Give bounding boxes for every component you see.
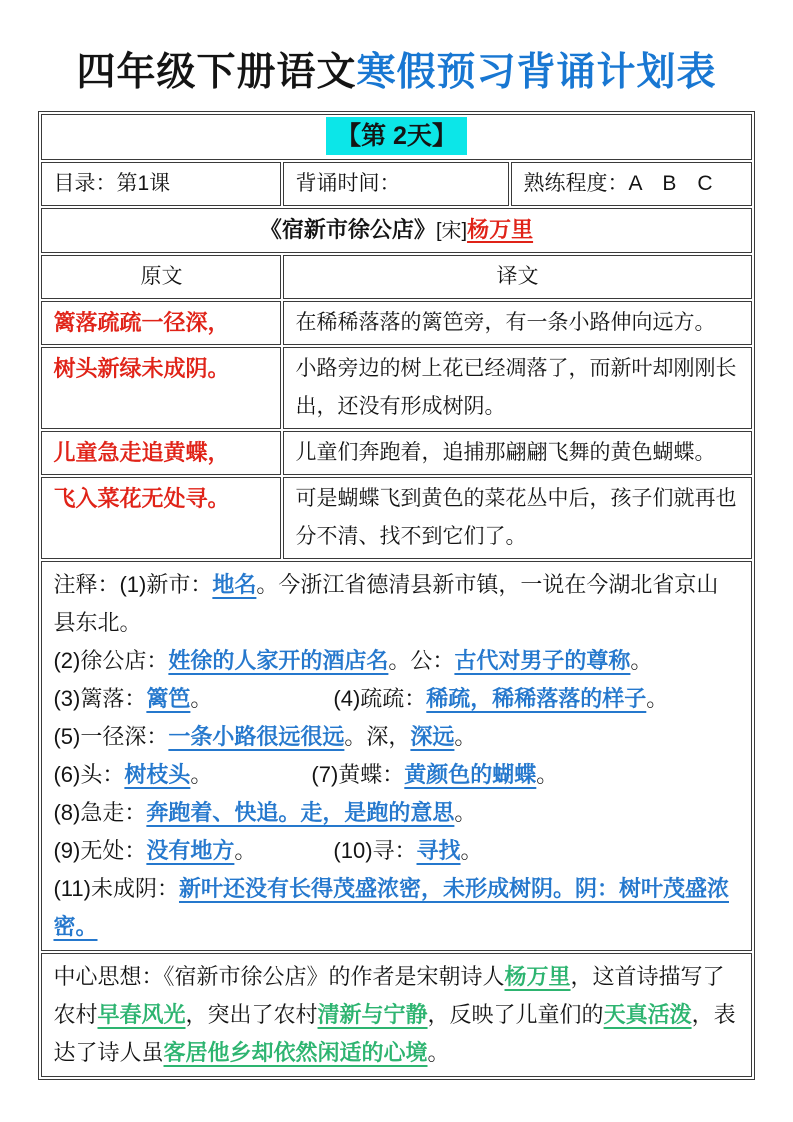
- notes-cell: [41, 561, 751, 951]
- text-segment: (5)一径深：: [53, 723, 169, 749]
- poem-author: 杨万里: [467, 216, 534, 242]
- text-segment: 古代对男子的尊称: [454, 647, 631, 673]
- text-segment: 。: [536, 761, 559, 787]
- title-grade-part: 四年级下册语文: [76, 51, 357, 94]
- text-segment: 。今浙江省德清县新市镇，一说在今湖北省京山县东北。: [53, 571, 719, 635]
- text-line: [53, 566, 739, 642]
- info-row: [41, 162, 751, 206]
- original-cell: 儿童急走追黄蝶，: [41, 431, 281, 475]
- text-line: [53, 680, 739, 718]
- translation-cell: 儿童们奔跑着，追捕那翩翩飞舞的黄色蝴蝶。: [283, 431, 751, 475]
- column-header-row: [41, 255, 751, 299]
- text-line: [53, 958, 739, 1072]
- catalog-cell: 目录：第1课: [41, 162, 281, 206]
- page-title: [0, 0, 793, 97]
- title-plan-part: 寒假预习背诵计划表: [356, 51, 717, 94]
- text-segment: 。: [454, 723, 477, 749]
- study-plan-table: [38, 111, 754, 1080]
- text-segment: (8)急走：: [53, 799, 147, 825]
- original-cell: 飞入菜花无处寻。: [41, 477, 281, 559]
- text-segment: 地名: [212, 571, 257, 597]
- text-segment: 篱笆: [146, 685, 191, 711]
- text-line: [53, 870, 739, 946]
- translation-cell: 可是蝴蝶飞到黄色的菜花丛中后，孩子们就再也分不清、找不到它们了。: [283, 477, 751, 559]
- poem-title-cell: [41, 208, 751, 253]
- text-segment: 。: [460, 837, 483, 863]
- text-segment: 姓徐的人家开的酒店名: [168, 647, 389, 673]
- text-segment: 。: [630, 647, 653, 673]
- text-segment: 一条小路很远很远: [168, 723, 345, 749]
- text-segment: 寻找: [416, 837, 461, 863]
- text-segment: 。 (4)疏疏：: [190, 685, 427, 711]
- text-segment: 。 (7)黄蝶：: [190, 761, 405, 787]
- text-segment: 杨万里: [504, 963, 571, 989]
- text-segment: 客居他乡却依然闲适的心境: [163, 1039, 428, 1065]
- text-line: [53, 642, 739, 680]
- text-segment: ，表达了诗人虽: [53, 1001, 736, 1065]
- original-cell: 树头新绿未成阴。: [41, 347, 281, 429]
- translation-cell: 小路旁边的树上花已经凋落了，而新叶却刚刚长出，还没有形成树阴。: [283, 347, 751, 429]
- text-segment: (11)未成阴：: [53, 875, 179, 901]
- text-segment: 。: [454, 799, 477, 825]
- proficiency-cell: 熟练程度：A B C: [511, 162, 751, 206]
- poem-title: 《宿新市徐公店》: [259, 216, 436, 242]
- col-header-translation: 译文: [283, 255, 751, 299]
- text-segment: 没有地方: [146, 837, 235, 863]
- text-segment: 。深，: [344, 723, 411, 749]
- text-segment: 清新与宁静: [317, 1001, 428, 1027]
- text-segment: 。: [427, 1039, 450, 1065]
- poem-row: [41, 347, 751, 429]
- text-line: [53, 832, 739, 870]
- text-segment: 天真活泼: [603, 1001, 692, 1027]
- notes-row: [41, 561, 751, 951]
- text-segment: 稀疏，稀稀落落的样子: [426, 685, 647, 711]
- central-idea-cell: [41, 953, 751, 1077]
- text-segment: 。: [646, 685, 669, 711]
- text-segment: 早春风光: [97, 1001, 186, 1027]
- text-segment: 。公：: [388, 647, 455, 673]
- text-segment: ，这首诗描写了农村: [53, 963, 725, 1027]
- text-segment: (3)篱落：: [53, 685, 147, 711]
- text-segment: ，突出了农村: [185, 1001, 318, 1027]
- text-segment: 奔跑着、快追。走，是跑的意思: [146, 799, 455, 825]
- text-segment: 树枝头: [124, 761, 191, 787]
- day-header-badge: 【第 2天】: [326, 117, 467, 155]
- recite-time-cell: 背诵时间：: [283, 162, 509, 206]
- text-segment: 。 (10)寻：: [234, 837, 417, 863]
- poem-title-row: [41, 208, 751, 253]
- text-line: [53, 794, 739, 832]
- text-segment: (9)无处：: [53, 837, 147, 863]
- poem-row: [41, 477, 751, 559]
- original-cell: 篱落疏疏一径深，: [41, 301, 281, 345]
- day-header-cell: [41, 114, 751, 160]
- poem-row: [41, 431, 751, 475]
- day-header-row: [41, 114, 751, 160]
- text-segment: (6)头：: [53, 761, 125, 787]
- translation-cell: 在稀稀落落的篱笆旁，有一条小路伸向远方。: [283, 301, 751, 345]
- text-segment: ，反映了儿童们的: [427, 1001, 604, 1027]
- text-segment: (2)徐公店：: [53, 647, 169, 673]
- central-idea-row: [41, 953, 751, 1077]
- poem-row: [41, 301, 751, 345]
- text-line: [53, 756, 739, 794]
- text-line: [53, 718, 739, 756]
- poem-dynasty: [宋]: [435, 219, 468, 242]
- text-segment: 中心思想：《宿新市徐公店》的作者是宋朝诗人: [53, 963, 505, 989]
- text-segment: 注释：(1)新市：: [53, 571, 213, 597]
- text-segment: 深远: [410, 723, 455, 749]
- text-segment: 新叶还没有长得茂盛浓密，未形成树阴。阴：树叶茂盛浓密。: [53, 875, 729, 939]
- text-segment: 黄颜色的蝴蝶: [404, 761, 537, 787]
- col-header-original: 原文: [41, 255, 281, 299]
